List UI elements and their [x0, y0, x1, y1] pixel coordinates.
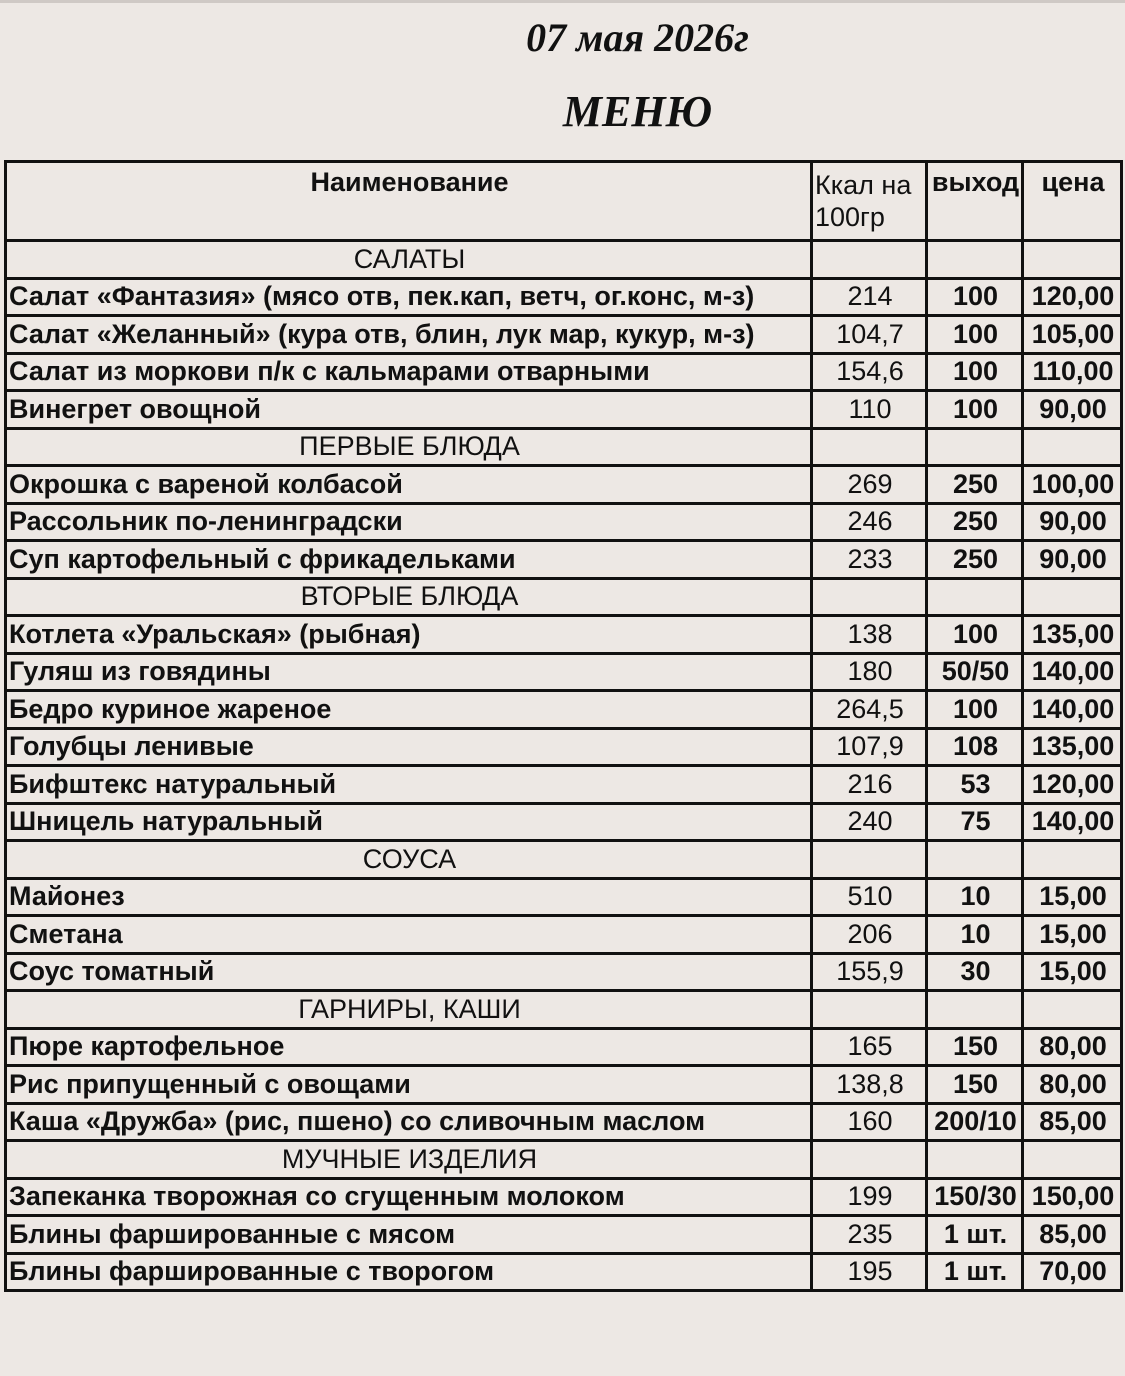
- item-yield: 250: [927, 466, 1023, 504]
- item-price: 120,00: [1023, 278, 1122, 316]
- item-yield: 1 шт.: [927, 1253, 1023, 1291]
- item-name: Салат «Фантазия» (мясо отв, пек.кап, ветч, ог.конс, м-з): [6, 278, 812, 316]
- item-yield: 100: [927, 391, 1023, 429]
- menu-date: 07 мая 2026г: [526, 15, 749, 60]
- item-name: Бифштекс натуральный: [6, 766, 812, 804]
- item-yield: 150: [927, 1028, 1023, 1066]
- section-row: [6, 241, 1122, 279]
- item-yield: 150/30: [927, 1178, 1023, 1216]
- item-name: Майонез: [6, 878, 812, 916]
- item-price: 140,00: [1023, 653, 1122, 691]
- item-name: Запеканка творожная со сгущенным молоком: [6, 1178, 812, 1216]
- item-kcal: 264,5: [812, 691, 927, 729]
- item-name: Пюре картофельное: [6, 1028, 812, 1066]
- section-kcal-cell: [812, 841, 927, 879]
- item-kcal: 216: [812, 766, 927, 804]
- item-price: 70,00: [1023, 1253, 1122, 1291]
- section-price-cell: [1023, 991, 1122, 1029]
- item-yield: 75: [927, 803, 1023, 841]
- menu-item-row: [6, 1216, 1122, 1254]
- item-name: Блины фаршированные с мясом: [6, 1216, 812, 1254]
- section-yield-cell: [927, 241, 1023, 279]
- item-kcal: 154,6: [812, 353, 927, 391]
- item-kcal: 199: [812, 1178, 927, 1216]
- menu-table: [4, 160, 1123, 1292]
- item-kcal: 165: [812, 1028, 927, 1066]
- header-name: Наименование: [6, 162, 812, 241]
- item-price: 15,00: [1023, 953, 1122, 991]
- item-price: 120,00: [1023, 766, 1122, 804]
- item-name: Суп картофельный с фрикадельками: [6, 541, 812, 579]
- menu-item-row: [6, 353, 1122, 391]
- section-yield-cell: [927, 428, 1023, 466]
- section-kcal-cell: [812, 1141, 927, 1179]
- item-yield: 250: [927, 503, 1023, 541]
- item-name: Рассольник по-ленинградски: [6, 503, 812, 541]
- item-yield: 100: [927, 278, 1023, 316]
- top-border: [0, 0, 1125, 3]
- section-price-cell: [1023, 428, 1122, 466]
- item-name: Салат из моркови п/к с кальмарами отварными: [6, 353, 812, 391]
- item-kcal: 233: [812, 541, 927, 579]
- section-title: ПЕРВЫЕ БЛЮДА: [6, 428, 812, 466]
- section-price-cell: [1023, 241, 1122, 279]
- header-yield: выход: [927, 162, 1023, 241]
- item-name: Шницель натуральный: [6, 803, 812, 841]
- item-price: 90,00: [1023, 503, 1122, 541]
- section-row: [6, 841, 1122, 879]
- item-price: 80,00: [1023, 1028, 1122, 1066]
- menu-item-row: [6, 766, 1122, 804]
- header-price: цена: [1023, 162, 1122, 241]
- header-kcal: Ккал на 100гр: [812, 162, 927, 241]
- section-title: САЛАТЫ: [6, 241, 812, 279]
- item-yield: 100: [927, 691, 1023, 729]
- section-kcal-cell: [812, 578, 927, 616]
- item-name: Голубцы ленивые: [6, 728, 812, 766]
- item-name: Рис припущенный с овощами: [6, 1066, 812, 1104]
- item-yield: 100: [927, 616, 1023, 654]
- item-kcal: 138: [812, 616, 927, 654]
- item-kcal: 206: [812, 916, 927, 954]
- section-price-cell: [1023, 841, 1122, 879]
- item-price: 110,00: [1023, 353, 1122, 391]
- menu-item-row: [6, 391, 1122, 429]
- item-price: 80,00: [1023, 1066, 1122, 1104]
- item-name: Каша «Дружба» (рис, пшено) со сливочным маслом: [6, 1103, 812, 1141]
- item-kcal: 107,9: [812, 728, 927, 766]
- section-yield-cell: [927, 991, 1023, 1029]
- item-price: 140,00: [1023, 691, 1122, 729]
- menu-item-row: [6, 878, 1122, 916]
- section-row: [6, 991, 1122, 1029]
- section-kcal-cell: [812, 991, 927, 1029]
- item-kcal: 160: [812, 1103, 927, 1141]
- section-price-cell: [1023, 1141, 1122, 1179]
- menu-item-row: [6, 541, 1122, 579]
- menu-item-row: [6, 1028, 1122, 1066]
- section-title: МУЧНЫЕ ИЗДЕЛИЯ: [6, 1141, 812, 1179]
- item-price: 85,00: [1023, 1103, 1122, 1141]
- section-row: [6, 1141, 1122, 1179]
- section-title: СОУСА: [6, 841, 812, 879]
- section-kcal-cell: [812, 428, 927, 466]
- item-price: 135,00: [1023, 616, 1122, 654]
- item-kcal: 235: [812, 1216, 927, 1254]
- menu-item-row: [6, 1253, 1122, 1291]
- section-title: ГАРНИРЫ, КАШИ: [6, 991, 812, 1029]
- section-yield-cell: [927, 1141, 1023, 1179]
- menu-item-row: [6, 1178, 1122, 1216]
- menu-item-row: [6, 953, 1122, 991]
- menu-item-row: [6, 1103, 1122, 1141]
- item-price: 135,00: [1023, 728, 1122, 766]
- item-kcal: 214: [812, 278, 927, 316]
- item-yield: 200/10: [927, 1103, 1023, 1141]
- item-kcal: 246: [812, 503, 927, 541]
- menu-item-row: [6, 278, 1122, 316]
- item-price: 150,00: [1023, 1178, 1122, 1216]
- menu-item-row: [6, 653, 1122, 691]
- menu-item-row: [6, 803, 1122, 841]
- item-name: Сметана: [6, 916, 812, 954]
- menu-item-row: [6, 691, 1122, 729]
- item-yield: 10: [927, 878, 1023, 916]
- section-row: [6, 578, 1122, 616]
- item-yield: 150: [927, 1066, 1023, 1104]
- item-name: Гуляш из говядины: [6, 653, 812, 691]
- item-kcal: 180: [812, 653, 927, 691]
- item-kcal: 195: [812, 1253, 927, 1291]
- item-name: Котлета «Уральская» (рыбная): [6, 616, 812, 654]
- item-yield: 100: [927, 353, 1023, 391]
- item-kcal: 104,7: [812, 316, 927, 354]
- item-yield: 30: [927, 953, 1023, 991]
- menu-item-row: [6, 1066, 1122, 1104]
- item-yield: 50/50: [927, 653, 1023, 691]
- section-kcal-cell: [812, 241, 927, 279]
- menu-item-row: [6, 728, 1122, 766]
- menu-item-row: [6, 503, 1122, 541]
- item-price: 105,00: [1023, 316, 1122, 354]
- item-yield: 53: [927, 766, 1023, 804]
- menu-item-row: [6, 466, 1122, 504]
- item-kcal: 138,8: [812, 1066, 927, 1104]
- section-yield-cell: [927, 578, 1023, 616]
- item-yield: 10: [927, 916, 1023, 954]
- menu-item-row: [6, 616, 1122, 654]
- item-name: Блины фаршированные с творогом: [6, 1253, 812, 1291]
- section-title: ВТОРЫЕ БЛЮДА: [6, 578, 812, 616]
- page-title: МЕНЮ: [562, 87, 713, 136]
- item-price: 90,00: [1023, 541, 1122, 579]
- item-kcal: 110: [812, 391, 927, 429]
- item-name: Салат «Желанный» (кура отв, блин, лук мар, кукур, м-з): [6, 316, 812, 354]
- item-price: 140,00: [1023, 803, 1122, 841]
- menu-header-row: [6, 162, 1122, 241]
- item-price: 15,00: [1023, 878, 1122, 916]
- item-kcal: 510: [812, 878, 927, 916]
- item-name: Соус томатный: [6, 953, 812, 991]
- item-price: 15,00: [1023, 916, 1122, 954]
- item-yield: 108: [927, 728, 1023, 766]
- item-name: Бедро куриное жареное: [6, 691, 812, 729]
- section-yield-cell: [927, 841, 1023, 879]
- item-kcal: 240: [812, 803, 927, 841]
- item-price: 85,00: [1023, 1216, 1122, 1254]
- item-yield: 250: [927, 541, 1023, 579]
- section-price-cell: [1023, 578, 1122, 616]
- section-row: [6, 428, 1122, 466]
- item-kcal: 155,9: [812, 953, 927, 991]
- menu-item-row: [6, 916, 1122, 954]
- item-price: 100,00: [1023, 466, 1122, 504]
- item-name: Окрошка с вареной колбасой: [6, 466, 812, 504]
- item-price: 90,00: [1023, 391, 1122, 429]
- item-name: Винегрет овощной: [6, 391, 812, 429]
- menu-item-row: [6, 316, 1122, 354]
- menu-body: [6, 241, 1122, 1291]
- item-yield: 1 шт.: [927, 1216, 1023, 1254]
- item-kcal: 269: [812, 466, 927, 504]
- item-yield: 100: [927, 316, 1023, 354]
